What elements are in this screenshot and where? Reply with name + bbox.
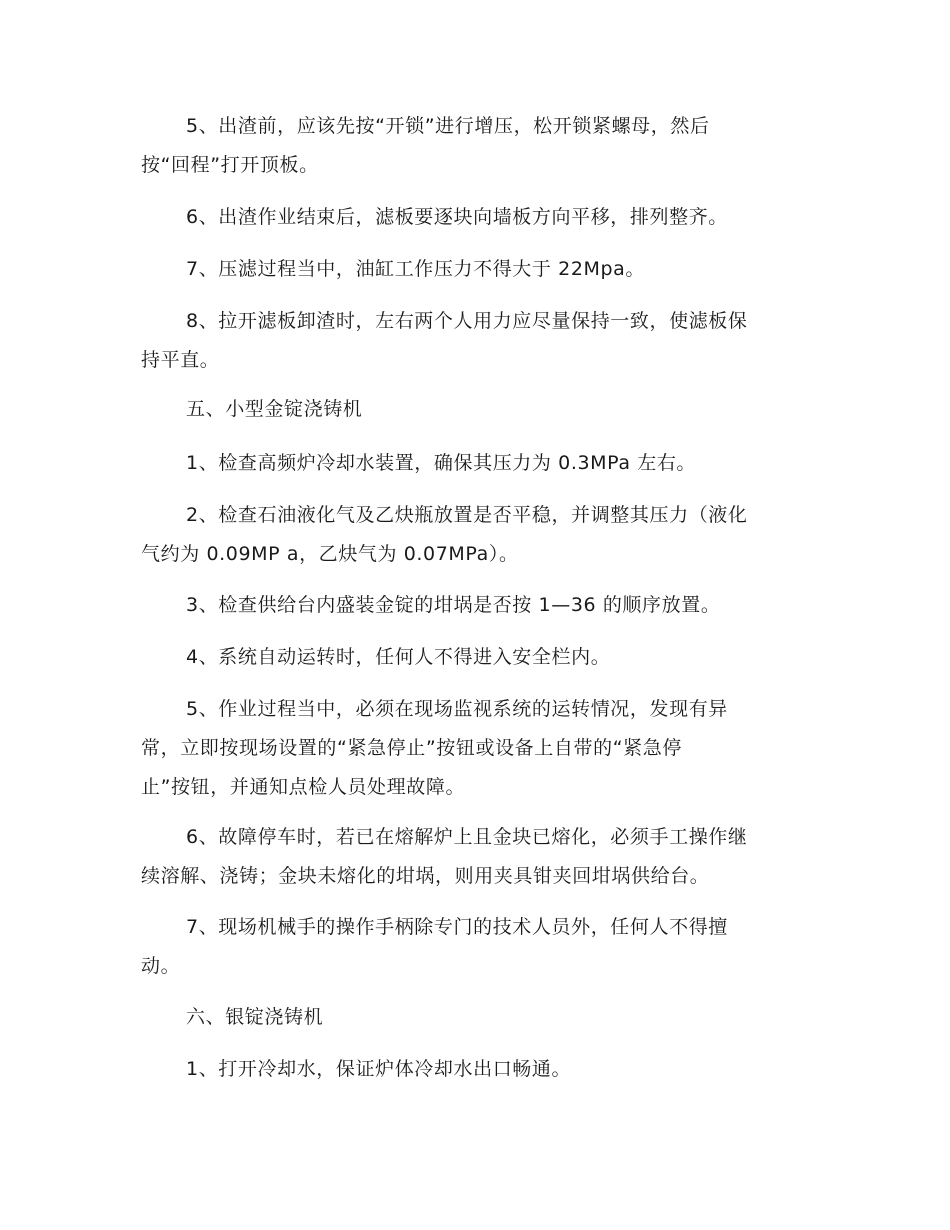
text-line: 4、系统自动运转时，任何人不得进入安全栏内。: [186, 646, 611, 668]
paragraph-emergency-stop: [141, 690, 811, 807]
paragraph-crucible-order: [141, 586, 811, 625]
paragraph-open-cooling-water: [141, 1050, 811, 1089]
paragraph-cooling-water-check: [141, 444, 811, 483]
text-line: 1、检查高频炉冷却水装置，确保其压力为 0.3MPa 左右。: [186, 452, 697, 474]
paragraph-filter-plate-arrange: [141, 198, 811, 237]
section-heading: 五、小型金锭浇铸机: [186, 398, 363, 420]
text-line: 6、出渣作业结束后，滤板要逐块向墙板方向平移，排列整齐。: [186, 206, 728, 228]
text-line: 1、打开冷却水，保证炉体冷却水出口畅通。: [186, 1058, 572, 1080]
paragraph-gas-bottle-check: [141, 496, 811, 574]
paragraph-manipulator-handle: [141, 908, 811, 986]
text-line: 8、拉开滤板卸渣时，左右两个人用力应尽量保持一致，使滤板保: [186, 310, 748, 332]
text-line: 持平直。: [141, 349, 220, 371]
text-line: 7、压滤过程当中，油缸工作压力不得大于 22Mpa。: [186, 258, 646, 280]
section-heading-gold-ingot-caster: [141, 390, 811, 429]
text-line: 按“回程”打开顶板。: [141, 154, 319, 176]
text-line: 止”按钮，并通知点检人员处理故障。: [141, 776, 466, 798]
text-line: 5、出渣前，应该先按“开锁”进行增压，松开锁紧螺母，然后: [186, 115, 710, 137]
paragraph-fault-stop: [141, 818, 811, 896]
text-line: 气约为 0.09MP a，乙炔气为 0.07MPa）。: [141, 543, 519, 565]
text-line: 常，立即按现场设置的“紧急停止”按钮或设备上自带的“紧急停: [141, 737, 682, 759]
text-line: 2、检查石油液化气及乙炔瓶放置是否平稳，并调整其压力（液化: [186, 504, 748, 526]
paragraph-outlet-slag-unlock: [141, 107, 811, 185]
paragraph-filter-plate-unload: [141, 302, 811, 380]
text-line: 6、故障停车时，若已在熔解炉上且金块已熔化，必须手工操作继: [186, 826, 748, 848]
text-line: 动。: [141, 955, 181, 977]
section-heading: 六、银锭浇铸机: [186, 1006, 324, 1028]
section-heading-silver-ingot-caster: [141, 998, 811, 1037]
text-line: 3、检查供给台内盛装金锭的坩埚是否按 1—36 的顺序放置。: [186, 594, 721, 616]
paragraph-cylinder-pressure: [141, 250, 811, 289]
paragraph-safety-fence: [141, 638, 811, 677]
text-line: 7、现场机械手的操作手柄除专门的技术人员外，任何人不得擅: [186, 916, 728, 938]
text-line: 续溶解、浇铸；金块未熔化的坩埚，则用夹具钳夹回坩埚供给台。: [141, 865, 710, 887]
text-line: 5、作业过程当中，必须在现场监视系统的运转情况，发现有异: [186, 698, 728, 720]
